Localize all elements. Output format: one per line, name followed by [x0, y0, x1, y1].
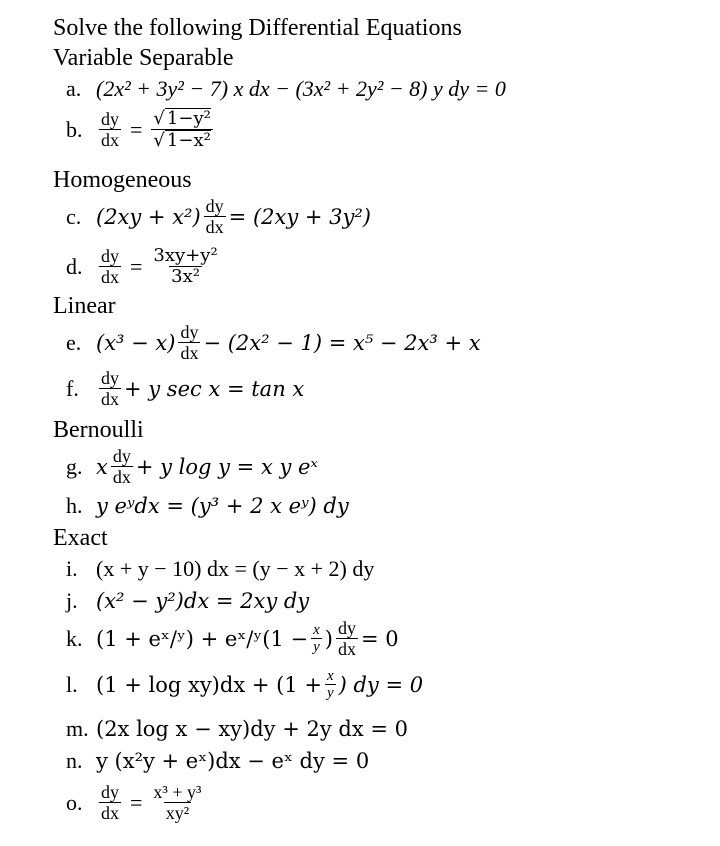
label-f: f. — [66, 375, 79, 401]
dy-dx-fraction — [178, 322, 200, 363]
fraction-denominator: y — [313, 639, 320, 655]
fraction-numerator: dy — [205, 196, 224, 216]
equation-e-left: (x³ − x) — [96, 330, 176, 355]
dy-dx-fraction — [99, 109, 121, 150]
fraction-numerator: x — [313, 622, 320, 638]
label-d: d. — [66, 253, 83, 279]
equation-a — [66, 76, 506, 102]
equation-h-body: y eʸdx = (y³ + 2 x eʸ) dy — [96, 494, 349, 518]
fraction-numerator: dy — [180, 322, 199, 342]
equation-k-left: (1 + eˣ/ʸ) + eˣ/ʸ(1 − — [96, 626, 309, 651]
fraction-numerator: √ 1−y² — [153, 108, 211, 129]
label-o: o. — [66, 789, 83, 815]
dy-dx-fraction — [204, 196, 226, 237]
fraction-denominator: dx — [112, 467, 131, 487]
equation-l-right: ) dy = 0 — [338, 672, 424, 697]
section-bernoulli: Bernoulli — [53, 417, 144, 443]
fraction-numerator: x — [326, 668, 334, 684]
dy-dx-fraction — [111, 446, 133, 487]
fraction-denominator: dx — [101, 267, 119, 287]
equation-b — [66, 108, 216, 151]
fraction-denominator: dx — [101, 389, 119, 409]
label-n: n. — [66, 748, 83, 773]
equation-a-body: (2x² + 3y² − 7) x dx − (3x² + 2y² − 8) y dy = 0 — [96, 76, 506, 101]
dy-dx-fraction — [99, 246, 121, 287]
equation-n-body: y (x²y + eˣ)dx − eˣ dy = 0 — [96, 749, 370, 773]
fraction-denominator: xy² — [165, 803, 190, 823]
equation-e — [66, 322, 481, 363]
equals-sign: = — [130, 253, 143, 279]
label-c: c. — [66, 203, 82, 229]
sqrt-radicand: 1−x² — [166, 130, 211, 151]
dy-dx-fraction — [336, 618, 358, 659]
fraction-numerator: dy — [112, 446, 131, 466]
equation-i — [66, 556, 374, 582]
fraction-numerator: dy — [101, 109, 119, 129]
rhs-fraction — [151, 782, 203, 823]
label-e: e. — [66, 329, 82, 355]
equation-e-right: − (2x² − 1) = x⁵ − 2x³ + x — [203, 330, 481, 355]
section-variable-separable: Variable Separable — [53, 45, 234, 71]
fraction-numerator: dy — [101, 368, 119, 388]
equation-g-right: + y log y = x y eˣ — [135, 454, 318, 479]
label-j: j. — [66, 588, 78, 613]
label-i: i. — [66, 556, 78, 581]
x-over-y-fraction — [325, 668, 336, 701]
equation-c-left: (2xy + x²) — [96, 204, 201, 229]
equation-f-right: + y sec x = tan x — [124, 376, 305, 401]
equation-d — [66, 246, 223, 287]
equation-f — [66, 368, 304, 409]
section-exact: Exact — [53, 525, 108, 551]
equation-l-left: (1 + log xy)dx + (1 + — [96, 672, 322, 697]
section-homogeneous: Homogeneous — [53, 167, 192, 193]
fraction-numerator: x³ + y³ — [153, 782, 202, 802]
label-h: h. — [66, 493, 83, 518]
label-l: l. — [66, 671, 78, 697]
equation-k-mid: ) — [324, 626, 333, 651]
equation-j-body: (x² − y²)dx = 2xy dy — [96, 589, 310, 613]
fraction-denominator: √ 1−x² — [153, 130, 211, 151]
equation-m-body: (2x log x − xy)dy + 2y dx = 0 — [96, 717, 408, 741]
equals-sign: = — [130, 116, 143, 142]
section-linear: Linear — [53, 293, 116, 319]
equation-g-left: x — [96, 454, 108, 479]
equation-i-body: (x + y − 10) dx = (y − x + 2) dy — [96, 556, 375, 581]
equation-k-right: = 0 — [360, 626, 399, 651]
fraction-numerator: dy — [101, 782, 119, 802]
fraction-denominator: 3x² — [171, 266, 200, 287]
equation-g — [66, 446, 318, 487]
page-title: Solve the following Differential Equations — [53, 15, 462, 41]
fraction-denominator: dx — [205, 217, 224, 237]
fraction-denominator: dx — [180, 343, 199, 363]
equals-sign: = — [130, 789, 143, 815]
equation-c — [66, 196, 371, 237]
fraction-denominator: y — [326, 685, 334, 701]
sqrt-fraction — [151, 108, 212, 151]
sqrt-radicand: 1−y² — [166, 108, 211, 129]
label-g: g. — [66, 453, 83, 479]
fraction-denominator: dx — [101, 803, 119, 823]
fraction-numerator: dy — [101, 246, 119, 266]
label-b: b. — [66, 116, 83, 142]
equation-n — [66, 748, 369, 774]
x-over-y-fraction — [311, 622, 322, 655]
equation-o — [66, 782, 206, 823]
equation-k — [66, 618, 399, 659]
fraction-denominator: dx — [337, 639, 356, 659]
label-k: k. — [66, 625, 83, 651]
equation-j — [66, 588, 309, 614]
label-m: m. — [66, 716, 89, 741]
fraction-denominator: dx — [101, 130, 119, 150]
dy-dx-fraction — [99, 782, 121, 823]
equation-m — [66, 716, 408, 742]
equation-h — [66, 493, 349, 519]
dy-dx-fraction — [99, 368, 121, 409]
equation-l — [66, 668, 423, 701]
equation-c-right: = (2xy + 3y²) — [228, 204, 371, 229]
label-a: a. — [66, 76, 82, 101]
fraction-numerator: 3xy+y² — [153, 245, 218, 266]
fraction-numerator: dy — [337, 618, 356, 638]
rhs-fraction — [151, 246, 219, 287]
